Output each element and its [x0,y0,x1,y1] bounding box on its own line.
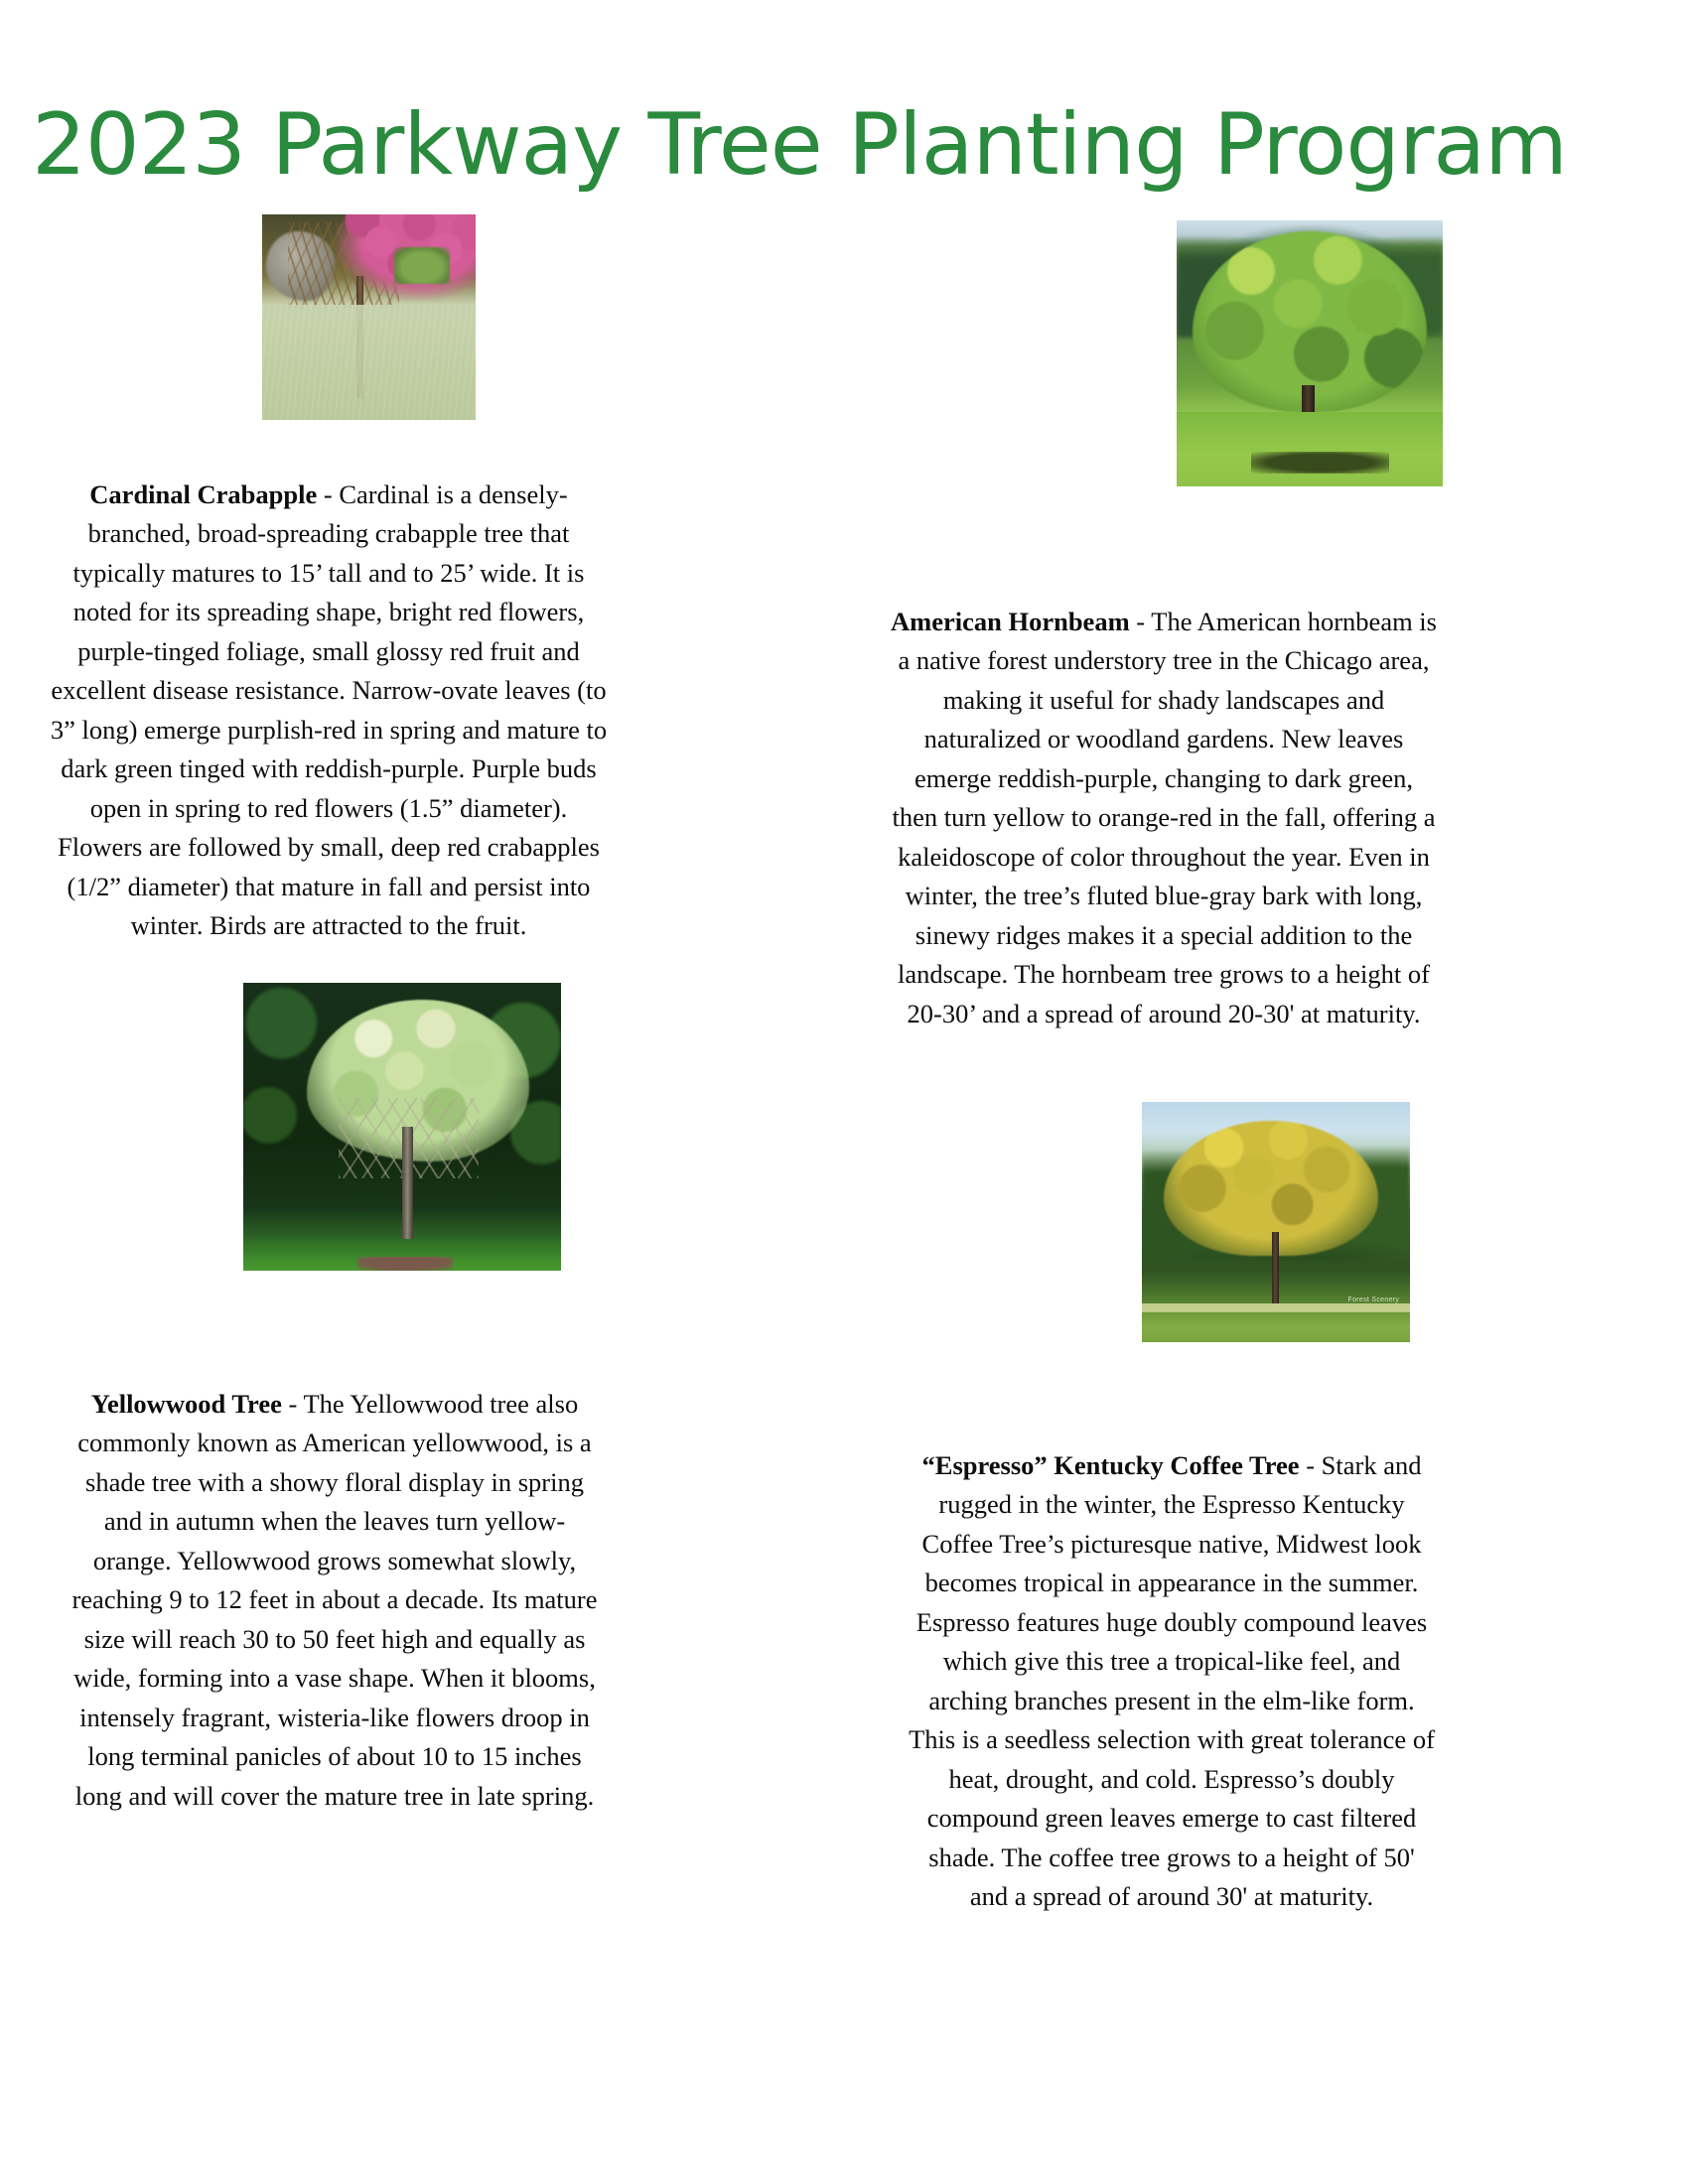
tree-photo-coffee [1142,1102,1410,1342]
tree-description-coffee [909,1446,1435,1917]
tree-separator: - [1129,606,1152,636]
photo-field [1142,1303,1410,1342]
tree-separator: - [317,478,340,509]
tree-description-hornbeam [889,603,1439,1034]
tree-description-crabapple [46,476,612,946]
tree-separator: - [1299,1449,1322,1480]
tree-description-yellowwood [66,1385,604,1817]
photo-grass [262,305,476,420]
tree-name-hornbeam: American Hornbeam [890,606,1130,636]
tree-name-yellowwood: Yellowwood Tree [90,1388,282,1419]
photo-mulch-ring [357,1257,453,1272]
tree-separator: - [281,1388,304,1419]
tree-description-text: Stark and rugged in the winter, the Espresso Kentucky Coffee Tree’s picturesque native, Midwest look becomes tropical in appearance in the summer. Espresso features huge doubly compound leaves which give this tree a tropical-like feel, and arching branches present in the elm-like form. This is a seedless selection with great tolerance of heat, drought, and cold. Espresso’s doubly compound green leaves emerge to cast filtered shade. The coffee tree grows to a height of 50' and a spread of around 30' at maturity. [909,1449,1435,1911]
page-title: 2023 Parkway Tree Planting Program [32,94,1567,195]
tree-description-text: The American hornbeam is a native forest understory tree in the Chicago area, making it useful for shady landscapes and naturalized or woodland gardens. New leaves emerge reddish-purple, changing to dark green, then turn yellow to orange-red in the fall, offering a kaleidoscope of color throughout the year. Even in winter, the tree’s fluted blue-gray bark with long, sinewy ridges makes it a special addition to the landscape. The hornbeam tree grows to a height of 20-30’ and a spread of around 20-30' at maturity. [892,606,1437,1028]
photo-watermark: Forest Scenery [1347,1297,1400,1304]
tree-photo-crabapple [262,214,476,420]
tree-photo-yellowwood [243,983,561,1271]
photo-shadow [1251,452,1389,473]
tree-description-text: The Yellowwood tree also commonly known as American yellowwood, is a shade tree with a showy floral display in spring and in autumn when the leaves turn yellow-orange. Yellowwood grows somewhat slowly, reaching 9 to 12 feet in about a decade. Its mature size will reach 30 to 50 feet high and equally as wide, forming into a vase shape. When it blooms, intensely fragrant, wisteria-like flowers droop in long terminal panicles of about 10 to 15 inches long and will cover the mature tree in late spring. [71,1388,598,1811]
tree-photo-hornbeam [1177,220,1443,486]
photo-shrub [394,247,450,284]
tree-description-text: Cardinal is a densely-branched, broad-spreading crabapple tree that typically matures to 15’ tall and to 25’ wide. It is noted for its spreading shape, bright red flowers, purple-tinged foliage, small glossy red fruit and excellent disease resistance. Narrow-ovate leaves (to 3” long) emerge purplish-red in spring and mature to dark green tinged with reddish-purple. Purple buds open in spring to red flowers (1.5” diameter). Flowers are followed by small, deep red crabapples (1/2” diameter) that mature in fall and persist into winter. Birds are attracted to the fruit. [50,478,608,940]
photo-lawn [1177,412,1443,486]
tree-name-coffee: “Espresso” Kentucky Coffee Tree [921,1449,1300,1480]
tree-name-crabapple: Cardinal Crabapple [89,478,318,509]
